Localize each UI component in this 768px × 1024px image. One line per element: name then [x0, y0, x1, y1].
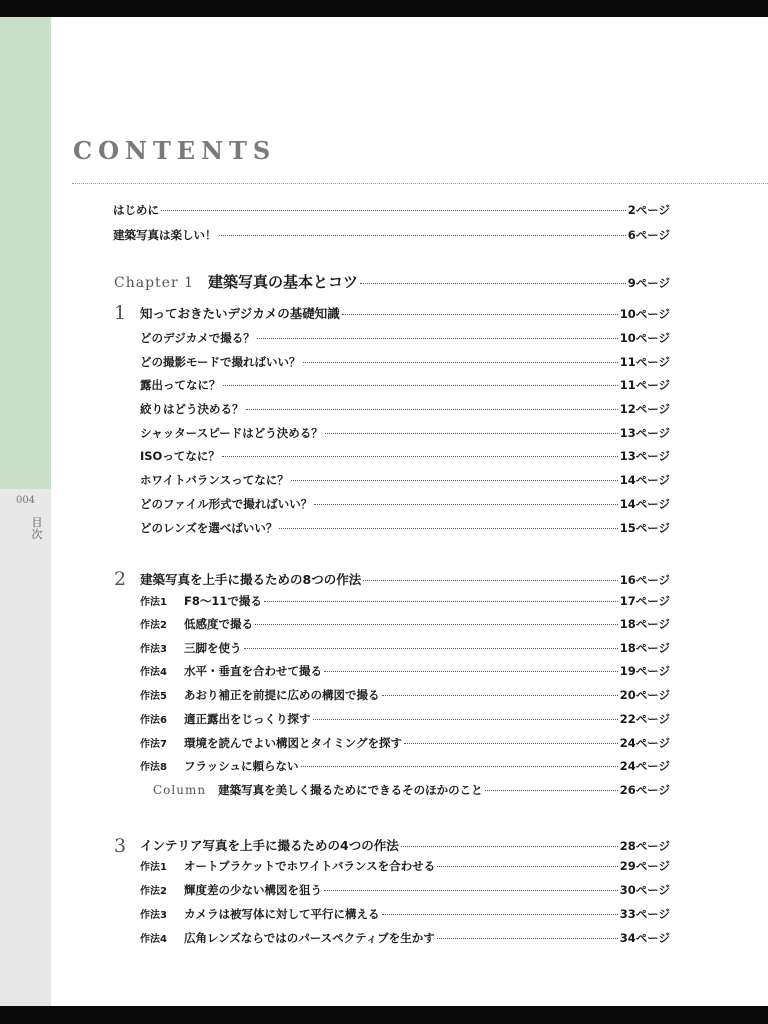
chapter-heading[interactable]	[114, 271, 670, 292]
leader-dots	[301, 766, 618, 767]
leader-dots	[222, 456, 618, 457]
toc-entry[interactable]	[113, 202, 670, 218]
leader-dots	[324, 890, 618, 891]
toc-entry[interactable]	[140, 354, 670, 370]
entry-page: 18ページ	[619, 641, 670, 655]
leader-dots	[325, 433, 618, 434]
page-number: 004	[15, 495, 36, 506]
toc-entry[interactable]	[140, 496, 670, 512]
leader-dots	[360, 283, 626, 284]
entry-page: 9ページ	[627, 276, 670, 290]
chapter-label: Chapter 1	[114, 275, 194, 291]
leader-dots	[404, 743, 618, 744]
rule-tag: 作法8	[140, 762, 167, 773]
rule-tag: 作法1	[140, 862, 167, 873]
entry-text: 建築写真を美しく撮るためにできるそのほかのこと	[218, 783, 483, 797]
section-heading[interactable]	[140, 304, 670, 322]
section-number: 1	[114, 302, 127, 324]
entry-text: どの撮影モードで撮ればいい？	[140, 355, 301, 369]
toc-entry[interactable]	[140, 616, 670, 632]
leader-dots	[401, 846, 618, 847]
entry-text: どのレンズを選べばいい？	[140, 521, 278, 535]
leader-dots	[437, 938, 618, 939]
entry-page: 24ページ	[619, 736, 670, 750]
entry-page: 19ページ	[619, 664, 670, 678]
toc-entry[interactable]	[140, 640, 670, 656]
rule-tag: 作法3	[140, 910, 167, 921]
column-entry[interactable]	[153, 782, 670, 798]
toc-entry[interactable]	[140, 758, 670, 774]
toc-entry[interactable]	[140, 663, 670, 679]
entry-page: 22ページ	[619, 712, 670, 726]
section-title: 建築写真を上手に撮るための8つの作法	[140, 572, 362, 587]
toc-entry[interactable]	[140, 377, 670, 393]
leader-dots	[279, 528, 617, 529]
entry-text: 輝度差の少ない構図を狙う	[184, 883, 322, 897]
section-number: 2	[114, 568, 127, 590]
toc-entry[interactable]	[140, 472, 670, 488]
toc-entry[interactable]	[140, 448, 670, 464]
toc-entry[interactable]	[140, 330, 670, 346]
section-heading[interactable]	[140, 570, 670, 588]
entry-text: 環境を読んでよい構図とタイミングを探す	[184, 736, 403, 750]
entry-text: フラッシュに頼らない	[184, 759, 299, 773]
entry-page: 33ページ	[619, 907, 670, 921]
entry-page: 16ページ	[619, 573, 670, 587]
entry-page: 28ページ	[619, 839, 670, 853]
leader-dots	[382, 914, 618, 915]
entry-text: シャッタースピードはどう決める？	[140, 426, 323, 440]
leader-dots	[257, 338, 618, 339]
page-title: CONTENTS	[73, 136, 277, 165]
rule-tag: 作法4	[140, 667, 167, 678]
section-title: 知っておきたいデジカメの基礎知識	[140, 306, 340, 321]
entry-page: 18ページ	[619, 617, 670, 631]
chapter-title: 建築写真の基本とコツ	[208, 273, 359, 291]
rule-tag: 作法1	[140, 597, 167, 608]
toc-entry[interactable]	[140, 858, 670, 874]
entry-page: 14ページ	[619, 497, 670, 511]
leader-dots	[255, 624, 618, 625]
entry-page: 6ページ	[627, 228, 670, 242]
toc-entry[interactable]	[140, 425, 670, 441]
top-bar	[0, 0, 768, 17]
toc-entry[interactable]	[140, 930, 670, 946]
section-title: インテリア写真を上手に撮るための4つの作法	[140, 838, 399, 853]
section-heading[interactable]	[140, 836, 670, 854]
leader-dots	[313, 719, 618, 720]
toc-entry[interactable]	[140, 711, 670, 727]
leader-dots	[223, 385, 618, 386]
rule-tag: 作法6	[140, 715, 167, 726]
leader-dots	[264, 601, 618, 602]
toc-entry[interactable]	[140, 520, 670, 536]
entry-page: 29ページ	[619, 859, 670, 873]
leader-dots	[485, 790, 618, 791]
entry-page: 30ページ	[619, 883, 670, 897]
toc-entry[interactable]	[113, 227, 670, 243]
leader-dots	[161, 210, 626, 211]
toc-entry[interactable]	[140, 906, 670, 922]
entry-text: どのファイル形式で撮ればいい？	[140, 497, 313, 511]
leader-dots	[303, 362, 618, 363]
page-label: 目次	[31, 516, 43, 541]
leader-dots	[291, 480, 618, 481]
entry-text: はじめに	[113, 203, 159, 217]
rule-tag: 作法3	[140, 644, 167, 655]
leader-dots	[219, 235, 626, 236]
entry-text: オートブラケットでホワイトバランスを合わせる	[184, 859, 436, 873]
rule-tag: 作法4	[140, 934, 167, 945]
entry-page: 20ページ	[619, 688, 670, 702]
entry-page: 12ページ	[619, 402, 670, 416]
entry-text: 絞りはどう決める？	[140, 402, 244, 416]
entry-text: 三脚を使う	[184, 641, 242, 655]
toc-entry[interactable]	[140, 401, 670, 417]
entry-page: 11ページ	[619, 378, 670, 392]
entry-text: 水平・垂直を合わせて撮る	[184, 664, 322, 678]
entry-page: 10ページ	[619, 307, 670, 321]
entry-page: 34ページ	[619, 931, 670, 945]
entry-page: 2ページ	[627, 203, 670, 217]
leader-dots	[324, 671, 618, 672]
entry-text: どのデジカメで撮る？	[140, 331, 255, 345]
title-divider	[72, 183, 768, 184]
toc-entry[interactable]	[140, 882, 670, 898]
rule-tag: 作法2	[140, 886, 167, 897]
entry-text: あおり補正を前提に広めの構図で撮る	[184, 688, 380, 702]
rule-tag: 作法7	[140, 739, 167, 750]
entry-text: ホワイトバランスってなに？	[140, 473, 289, 487]
entry-text: カメラは被写体に対して平行に構える	[184, 907, 380, 921]
entry-page: 26ページ	[619, 783, 670, 797]
column-label: Column	[153, 783, 207, 797]
entry-page: 10ページ	[619, 331, 670, 345]
leader-dots	[314, 504, 617, 505]
entry-text: 建築写真は楽しい！	[113, 228, 217, 242]
entry-page: 13ページ	[619, 449, 670, 463]
leader-dots	[244, 648, 618, 649]
entry-text: 適正露出をじっくり探す	[184, 712, 311, 726]
entry-page: 17ページ	[619, 594, 670, 608]
toc-entry[interactable]	[140, 593, 670, 609]
rule-tag: 作法2	[140, 620, 167, 631]
entry-text: F8〜11で撮る	[184, 594, 262, 608]
bottom-bar	[0, 1006, 768, 1024]
entry-page: 14ページ	[619, 473, 670, 487]
toc-entry[interactable]	[140, 735, 670, 751]
entry-text: 低感度で撮る	[184, 617, 253, 631]
entry-page: 13ページ	[619, 426, 670, 440]
entry-page: 11ページ	[619, 355, 670, 369]
entry-page: 24ページ	[619, 759, 670, 773]
leader-dots	[342, 314, 618, 315]
entry-page: 15ページ	[619, 521, 670, 535]
rule-tag: 作法5	[140, 691, 167, 702]
leader-dots	[437, 866, 618, 867]
entry-text: ISOってなに？	[140, 449, 220, 463]
leader-dots	[363, 580, 618, 581]
sidebar	[0, 17, 51, 1006]
leader-dots	[382, 695, 618, 696]
entry-text: 露出ってなに？	[140, 378, 221, 392]
sidebar-accent	[0, 17, 51, 489]
section-number: 3	[114, 835, 127, 857]
toc-entry[interactable]	[140, 687, 670, 703]
entry-text: 広角レンズならではのパースペクティブを生かす	[184, 931, 435, 945]
leader-dots	[246, 409, 618, 410]
